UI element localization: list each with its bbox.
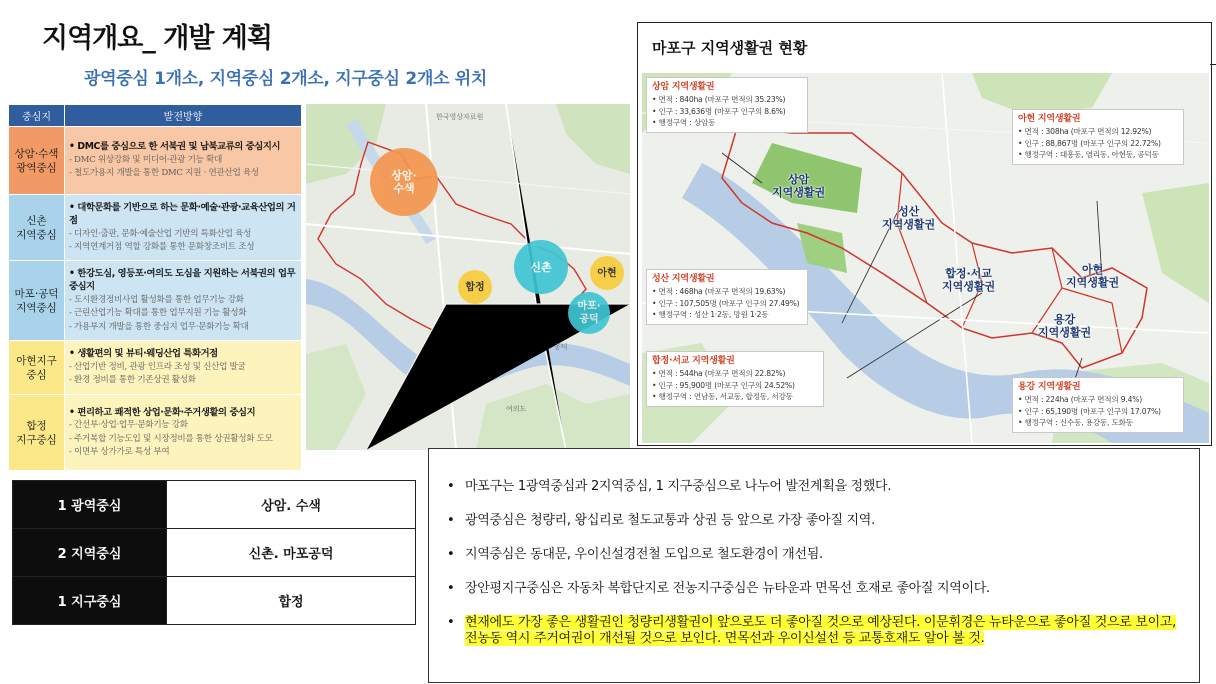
living-area-info-line: • 행정구역 : 연남동, 서교동, 합정동, 서강동: [652, 392, 793, 401]
center-direction: [65, 261, 302, 341]
living-area-info-line: • 면적 : 308ha (마포구 면적의 12.92%): [1018, 127, 1152, 136]
place-label: 공덕: [554, 343, 568, 351]
mapo-living-area-panel: [637, 22, 1212, 446]
development-table: [8, 104, 302, 471]
center-summary-table: [12, 480, 416, 625]
direction-main: • 생활편의 및 뷰티·웨딩산업 특화거점: [69, 348, 218, 360]
bullet-mark: •: [447, 547, 455, 562]
note-text: 현재에도 가장 좋은 생활권인 청량리생활권이 앞으로도 더 좋아질 것으로 예상된다. 이문휘경은 뉴타운으로 좋아질 것으로 보이고, 전농동 역시 주거여권이 개선될 것으로 보인다. 면목선과 우이신설선 등 교통호재도 알아 볼 것.: [465, 615, 1176, 646]
bullet-mark: •: [447, 513, 455, 528]
note-item: [443, 513, 1185, 529]
note-text: 광역중심은 청량리, 왕십리로 철도교통과 상권 등 앞으로 가장 좋아질 지역.: [465, 513, 875, 528]
center-direction: [65, 195, 302, 261]
living-area-info-line: • 면적 : 840ha (마포구 면적의 35.23%): [652, 95, 786, 104]
living-area-info-box: [646, 269, 808, 325]
living-area-info-title: 성산 지역생활권: [652, 274, 715, 284]
living-area-title: 마포구 지역생활권 현황: [652, 39, 808, 57]
center-row: [9, 195, 302, 261]
place-label: 여의도: [506, 405, 527, 413]
center-direction: [65, 127, 302, 195]
summary-label: 1 지구중심: [13, 577, 167, 625]
summary-row: [13, 529, 416, 577]
living-area-info-line: • 행정구역 : 신수동, 용강동, 도화동: [1018, 418, 1133, 427]
direction-sub: - 환경 정비를 통한 기존상권 활성화: [69, 375, 196, 386]
center-name: 아현지구 중심: [9, 341, 65, 395]
living-area-info-line: • 행정구역 : 상암동: [652, 118, 716, 127]
center-row: [9, 341, 302, 395]
bullet-mark: •: [447, 581, 455, 596]
panel-edge-mark: [1210, 64, 1216, 65]
living-area-info-line: • 인구 : 95,900명 (마포구 인구의 24.52%): [652, 380, 795, 390]
direction-sub: - 이면부 상가가로 특성 부여: [69, 447, 170, 457]
header-direction: 발전방향: [65, 105, 302, 127]
direction-main: • 한강도심, 영등포·여의도 도심을 지원하는 서북권의 업무중심지: [69, 267, 296, 293]
notes-list: [443, 479, 1185, 647]
direction-sub: - 디자인·출판, 문화·예술산업 기반의 특화산업 육성: [69, 228, 252, 239]
note-item: [443, 581, 1185, 597]
direction-main: • DMC를 중심으로 한 서북권 및 남북교류의 중심지시: [69, 141, 281, 153]
living-area-info-box: [646, 351, 824, 407]
direction-sub: - 주거복합 기능도입 및 시장정비를 통한 상권활성화 도모: [69, 433, 273, 444]
center-row: [9, 395, 302, 471]
center-name: 마포·공덕 지역중심: [9, 261, 65, 341]
summary-label: 2 지역중심: [13, 529, 167, 577]
header-center: 중심지: [9, 105, 65, 127]
page-title: 지역개요_ 개발 계획: [42, 23, 272, 54]
living-area-info-line: • 면적 : 468ha (마포구 면적의 19.63%): [652, 287, 786, 296]
center-direction: [65, 395, 302, 471]
center-name: 신촌 지역중심: [9, 195, 65, 261]
center-row: [9, 261, 302, 341]
bullet-mark: •: [447, 479, 455, 494]
center-circle: 신촌: [514, 240, 568, 294]
notes-box: [428, 448, 1200, 683]
summary-label: 1 광역중심: [13, 481, 167, 529]
summary-row: [13, 577, 416, 625]
summary-value: 상암. 수색: [167, 481, 416, 529]
direction-sub: - 근린산업기능 확대를 통한 업무지원 기능 활성화: [69, 308, 247, 319]
living-area-info-line: • 인구 : 65,190명 (마포구 인구의 17.07%): [1018, 406, 1161, 416]
center-name: 상암·수색 광역중심: [9, 127, 65, 195]
page-subtitle: 광역중심 1개소, 지역중심 2개소, 지구중심 2개소 위치: [84, 69, 488, 89]
center-circle: 상암· 수색: [370, 148, 438, 216]
living-area-info-line: • 행정구역 : 성산 1·2동, 망원 1·2동: [652, 310, 769, 319]
center-direction: [65, 341, 302, 395]
direction-main: • 대학문화를 기반으로 하는 문화·예술·관광·교육산업의 거점: [69, 201, 296, 226]
living-area-info-line: • 인구 : 107,505명 (마포구 인구의 27.49%): [652, 298, 800, 308]
living-area-info-box: [646, 77, 808, 133]
living-area-map-label: 용강 지역생활권: [1038, 313, 1092, 339]
living-area-info-title: 용강 지역생활권: [1018, 382, 1081, 392]
direction-sub: - DMC 위상강화 및 미디어·관광 기능 확대: [69, 154, 223, 165]
living-area-info-line: • 인구 : 88,867명 (마포구 인구의 22.72%): [1018, 138, 1161, 148]
center-circle: 합정: [458, 270, 492, 304]
living-area-map-label: 아현 지역생활권: [1066, 263, 1120, 289]
living-area-map: [642, 73, 1209, 443]
direction-sub: - 가용부지 개발을 통한 중심지 업무·문화기능 확대: [69, 321, 249, 332]
direction-sub: - 철도가용지 개발을 통한 DMC 지원 · 연관산업 육성: [69, 168, 259, 179]
note-text: 마포구는 1광역중심과 2지역중심, 1 지구중심으로 나누어 발전계획을 정했다.: [465, 479, 892, 494]
living-area-map-label: 합정·서교 지역생활권: [942, 267, 996, 293]
note-text: 지역중심은 동대문, 우이신설경전철 도입으로 철도환경이 개선됨.: [465, 547, 823, 562]
living-area-info-line: • 면적 : 544ha (마포구 면적의 22.82%): [652, 369, 786, 378]
bullet-mark: •: [447, 615, 455, 630]
direction-sub: - 산업기반 정비, 관광 인프라 조성 및 신산업 발굴: [69, 361, 246, 372]
direction-sub: - 도시환경정비사업 활성화를 통한 업무기능 강화: [69, 294, 244, 305]
direction-main: • 편리하고 쾌적한 상업·문화·주거생활의 중심지: [69, 406, 256, 418]
direction-sub: - 간선부·상업·업무·문화기능 강화: [69, 420, 188, 430]
place-label: 한국영상자료원: [436, 113, 484, 121]
living-area-info-line: • 행정구역 : 대흥동, 염리동, 아현동, 공덕동: [1018, 150, 1159, 159]
center-circle: 아현: [590, 256, 624, 290]
living-area-info-title: 아현 지역생활권: [1018, 114, 1081, 124]
note-item: [443, 479, 1185, 495]
living-area-info-line: • 면적 : 224ha (마포구 면적의 9.4%): [1018, 395, 1142, 404]
summary-row: [13, 481, 416, 529]
note-text: 장안평지구중심은 자동차 복합단지로 전농지구중심은 뉴타운과 면목선 호재로 좋아질 지역이다.: [465, 581, 990, 596]
direction-sub: - 지역연계거점 역할 강화를 통한 문화창조비트 조성: [69, 242, 255, 252]
living-area-map-label: 성산 지역생활권: [882, 205, 936, 231]
living-area-info-box: [1012, 377, 1184, 433]
note-item: [443, 615, 1185, 647]
note-item: [443, 547, 1185, 563]
living-area-info-line: • 인구 : 33,636명 (마포구 인구의 8.6%): [652, 106, 786, 116]
living-area-map-label: 상암 지역생활권: [772, 173, 826, 199]
center-row: [9, 127, 302, 195]
summary-value: 합정: [167, 577, 416, 625]
living-area-info-title: 상암 지역생활권: [652, 82, 715, 92]
center-name: 합정 지구중심: [9, 395, 65, 471]
center-location-map: [306, 104, 630, 450]
living-area-info-title: 합정·서교 지역생활권: [652, 356, 735, 366]
center-circle: 마포· 공덕: [568, 292, 610, 334]
living-area-info-box: [1012, 109, 1184, 165]
summary-value: 신촌. 마포공덕: [167, 529, 416, 577]
